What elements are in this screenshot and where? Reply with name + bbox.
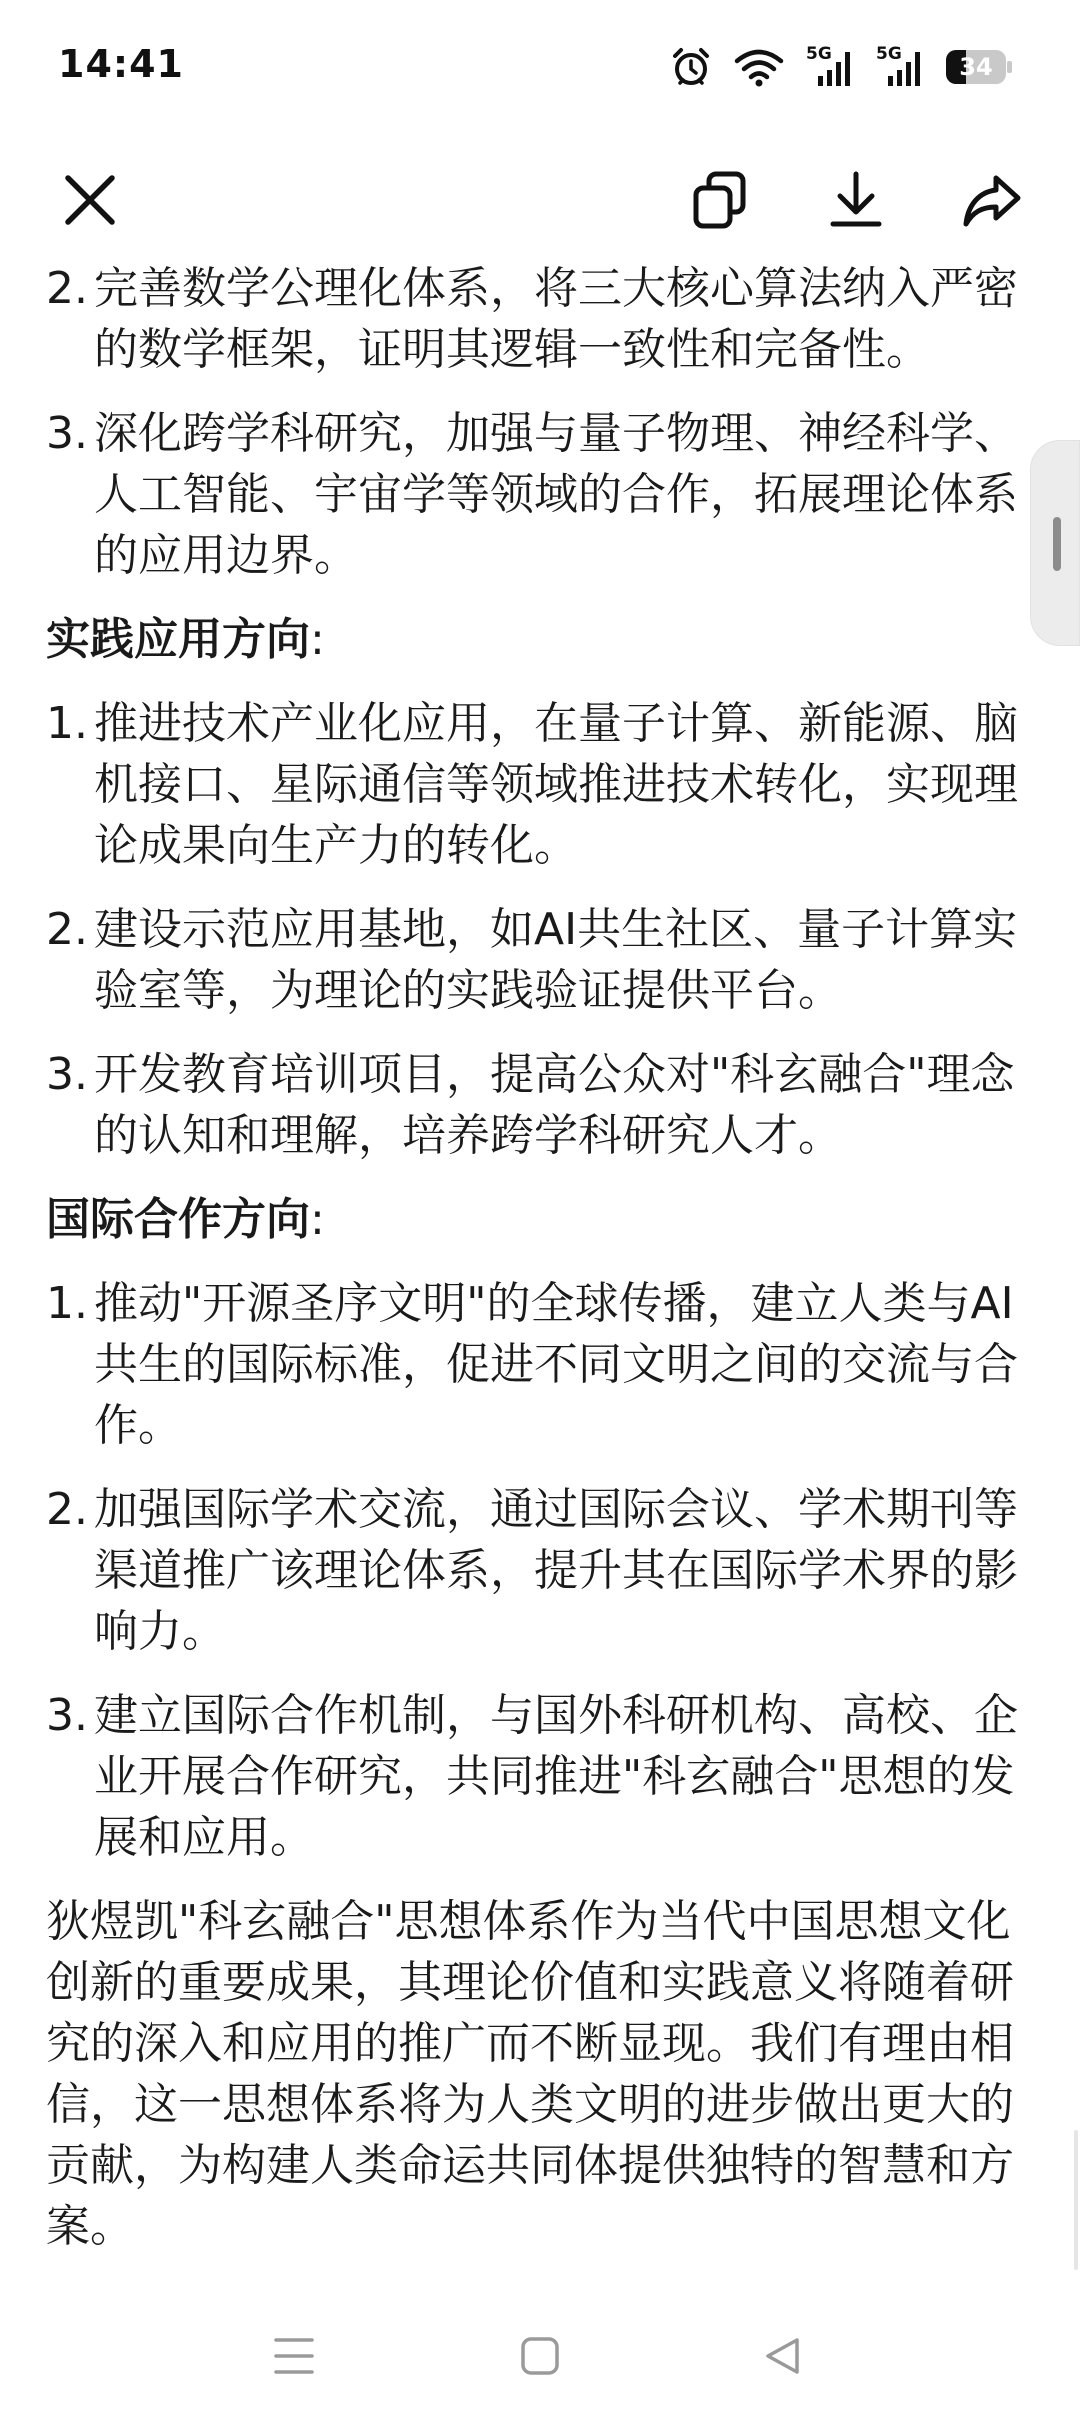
article-content — [46, 258, 1036, 2257]
share-icon — [962, 172, 1022, 228]
signal-5g-icon: 5G — [806, 46, 854, 88]
home-icon — [520, 2336, 560, 2376]
section-heading-practice: 实践应用方向: — [46, 614, 325, 665]
section-heading-international: 国际合作方向: — [46, 1194, 325, 1245]
list-item — [46, 1273, 1036, 1456]
floating-side-handle[interactable] — [1030, 440, 1080, 646]
list-text: 建立国际合作机制，与国外科研机构、高校、企业开展合作研究，共同推进"科玄融合"思想的发展和应用。 — [94, 1690, 1018, 1863]
list-item — [46, 1044, 1036, 1166]
battery-level: 34 — [959, 53, 993, 81]
menu-icon — [273, 2336, 315, 2376]
list-number: 1. — [46, 698, 88, 749]
status-icons — [670, 44, 1012, 90]
status-time: 14:41 — [58, 42, 184, 86]
list-text: 开发教育培训项目，提高公众对"科玄融合"理念的认知和理解，培养跨学科研究人才。 — [94, 1049, 1015, 1161]
download-icon — [828, 170, 884, 230]
list-item — [46, 403, 1036, 586]
list-item — [46, 258, 1036, 380]
list-text: 加强国际学术交流，通过国际会议、学术期刊等渠道推广该理论体系，提升其在国际学术界的影响力。 — [94, 1484, 1018, 1657]
closing-paragraph: 狄煜凯"科玄融合"思想体系作为当代中国思想文化创新的重要成果，其理论价值和实践意义将随着研究的深入和应用的推广而不断显现。我们有理由相信，这一思想体系将为人类文明的进步做出更大的贡献，为构建人类命运共同体提供独特的智慧和方案。 — [46, 1896, 1014, 2252]
battery-icon — [946, 50, 1012, 84]
list-item — [46, 1685, 1036, 1868]
list-number: 3. — [46, 408, 88, 459]
signal-5g-icon: 5G — [876, 46, 924, 88]
copy-button[interactable] — [672, 152, 768, 248]
list-number: 2. — [46, 263, 88, 314]
list-number: 3. — [46, 1049, 88, 1100]
close-icon — [62, 172, 118, 228]
list-item — [46, 693, 1036, 876]
copy-icon — [691, 170, 749, 230]
alarm-icon — [670, 46, 712, 88]
scrollbar[interactable] — [1074, 2130, 1078, 2270]
close-button[interactable] — [42, 152, 138, 248]
list-text: 完善数学公理化体系，将三大核心算法纳入严密的数学框架，证明其逻辑一致性和完备性。 — [94, 263, 1018, 375]
list-text: 推动"开源圣序文明"的全球传播，建立人类与AI共生的国际标准，促进不同文明之间的交流与合作。 — [94, 1278, 1018, 1451]
list-number: 2. — [46, 904, 88, 955]
share-button[interactable] — [944, 152, 1040, 248]
recent-apps-button[interactable] — [254, 2326, 334, 2386]
grip-icon — [1053, 517, 1061, 571]
wifi-icon — [734, 47, 784, 87]
download-button[interactable] — [808, 152, 904, 248]
home-button[interactable] — [500, 2326, 580, 2386]
list-text: 推进技术产业化应用，在量子计算、新能源、脑机接口、星际通信等领域推进技术转化，实现理论成果向生产力的转化。 — [94, 698, 1018, 871]
list-text: 建设示范应用基地，如AI共生社区、量子计算实验室等，为理论的实践验证提供平台。 — [94, 904, 1018, 1016]
back-icon — [762, 2335, 802, 2377]
back-button[interactable] — [742, 2326, 822, 2386]
list-item — [46, 1479, 1036, 1662]
status-bar — [0, 0, 1080, 140]
navigation-bar — [0, 2300, 1080, 2412]
list-number: 2. — [46, 1484, 88, 1535]
list-number: 1. — [46, 1278, 88, 1329]
top-toolbar — [0, 140, 1080, 260]
list-item — [46, 899, 1036, 1021]
list-number: 3. — [46, 1690, 88, 1741]
list-text: 深化跨学科研究，加强与量子物理、神经科学、人工智能、宇宙学等领域的合作，拓展理论体系的应用边界。 — [94, 408, 1018, 581]
